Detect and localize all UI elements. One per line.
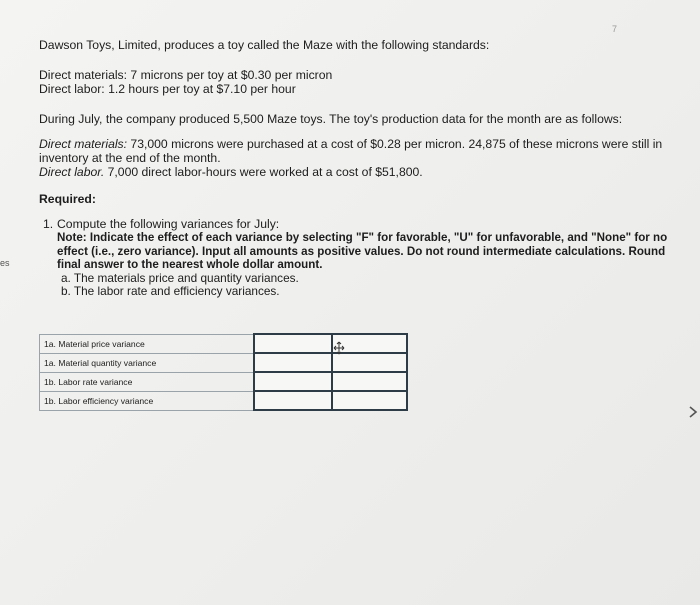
task-1 <box>39 217 684 299</box>
row-label: 1b. Labor efficiency variance <box>40 391 255 410</box>
problem-intro: Dawson Toys, Limited, produces a toy called the Maze with the following standards: <box>39 38 490 52</box>
labor-data <box>39 165 684 179</box>
variance-table <box>39 333 408 411</box>
standard-materials: Direct materials: 7 microns per toy at $0.30 per micron <box>39 68 333 82</box>
table-row <box>40 391 408 410</box>
materials-label: Direct materials: <box>39 137 128 151</box>
left-margin-fragment: es <box>0 258 10 268</box>
table-row <box>40 334 408 353</box>
standard-labor: Direct labor: 1.2 hours per toy at $7.10 per hour <box>39 82 296 96</box>
effect-select-labor-rate[interactable] <box>332 372 407 391</box>
amount-input-labor-rate[interactable] <box>254 372 332 391</box>
labor-text: 7,000 direct labor-hours were worked at a cost of $51,800. <box>104 165 423 179</box>
task-text: Compute the following variances for July: <box>57 217 280 231</box>
standards-block <box>39 68 684 96</box>
task-body <box>57 217 684 299</box>
chevron-right-icon[interactable] <box>688 405 698 419</box>
amount-input-labor-efficiency[interactable] <box>254 391 332 410</box>
sub-item-a: a. The materials price and quantity variances. <box>61 270 299 285</box>
table-row <box>40 353 408 372</box>
task-row <box>43 217 684 299</box>
effect-select-labor-efficiency[interactable] <box>332 391 407 410</box>
labor-label: Direct labor. <box>39 165 105 179</box>
materials-data <box>39 137 684 165</box>
materials-text: 73,000 microns were purchased at a cost of $0.28 per micron. 24,875 of these microns were still in inventory at the end of the month. <box>39 137 663 165</box>
problem-content <box>39 38 684 299</box>
required-heading: Required: <box>39 192 96 206</box>
row-label: 1b. Labor rate variance <box>40 372 255 391</box>
table-row <box>40 372 408 391</box>
production-data <box>39 137 684 179</box>
row-label: 1a. Material price variance <box>40 334 255 353</box>
effect-select-material-quantity[interactable] <box>332 353 407 372</box>
row-label: 1a. Material quantity variance <box>40 353 255 372</box>
sub-item-b: b. The labor rate and efficiency variances. <box>61 284 280 298</box>
production-statement: During July, the company produced 5,500 Maze toys. The toy's production data for the month are as follows: <box>39 112 623 126</box>
sub-items <box>57 272 684 299</box>
corner-mark: 7 <box>612 24 618 34</box>
task-note: Note: Indicate the effect of each variance by selecting "F" for favorable, "U" for unfavorable, and "None" for no effect (i.e., zero variance). Input all amounts as positive values. Do not round intermediate calculations. Round final answer to the nearest whole dollar amount. <box>57 231 668 271</box>
amount-input-material-quantity[interactable] <box>254 353 332 372</box>
amount-input-material-price[interactable] <box>254 334 332 353</box>
task-number: 1. <box>43 217 54 231</box>
move-cursor-icon <box>333 341 345 355</box>
